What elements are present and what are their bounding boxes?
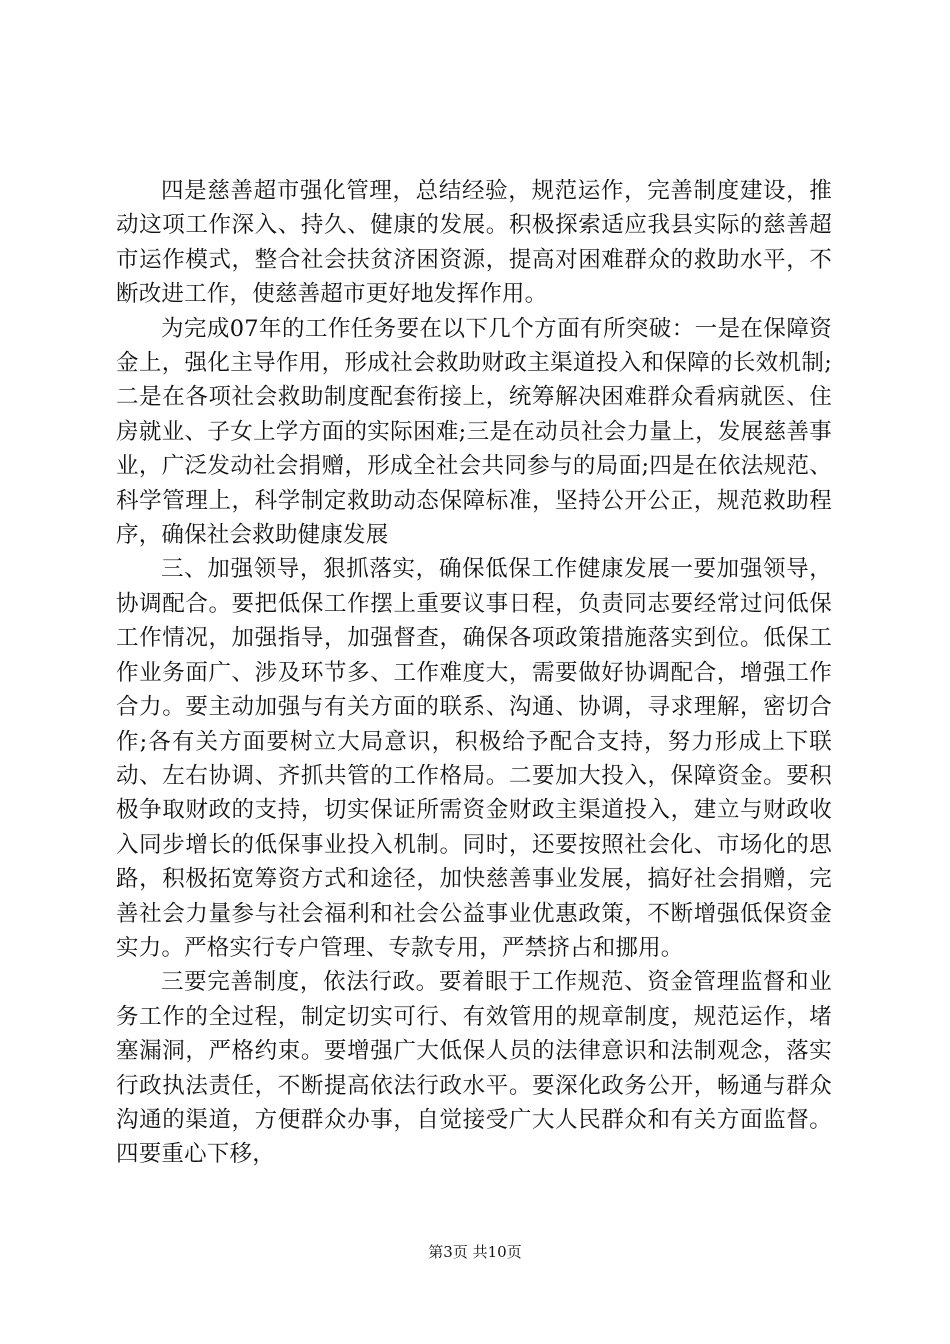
- document-body: [116, 174, 832, 1172]
- page-number-footer: 第3页 共10页: [428, 1243, 522, 1261]
- paragraph-3: 三、加强领导，狠抓落实，确保低保工作健康发展一要加强领导，协调配合。要把低保工作摆上重要议事日程，负责同志要经常过问低保工作情况，加强指导，加强督查，确保各项政策措施落实到位。低保工作业务面广、涉及环节多、工作难度大，需要做好协调配合，增强工作合力。要主动加强与有关方面的联系、沟通、协调，寻求理解，密切合作;各有关方面要树立大局意识，积极给予配合支持，努力形成上下联动、左右协调、齐抓共管的工作格局。二要加大投入，保障资金。要积极争取财政的支持，切实保证所需资金财政主渠道投入，建立与财政收入同步增长的低保事业投入机制。同时，还要按照社会化、市场化的思路，积极拓宽筹资方式和途径，加快慈善事业发展，搞好社会捐赠，完善社会力量参与社会福利和社会公益事业优惠政策，不断增强低保资金实力。严格实行专户管理、专款专用，严禁挤占和挪用。: [116, 556, 832, 961]
- paragraph-2: 为完成07年的工作任务要在以下几个方面有所突破：一是在保障资金上，强化主导作用，形成社会救助财政主渠道投入和保障的长效机制;二是在各项社会救助制度配套衔接上，统筹解决困难群众看病就医、住房就业、子女上学方面的实际困难;三是在动员社会力量上，发展慈善事业，广泛发动社会捐赠，形成全社会共同参与的局面;四是在依法规范、科学管理上，科学制定救助动态保障标准，坚持公开公正，规范救助程序，确保社会救助健康发展: [116, 315, 832, 549]
- paragraph-1: 四是慈善超市强化管理，总结经验，规范运作，完善制度建设，推动这项工作深入、持久、健康的发展。积极探索适应我县实际的慈善超市运作模式，整合社会扶贫济困资源，提高对困难群众的救助水平，不断改进工作，使慈善超市更好地发挥作用。: [116, 178, 832, 308]
- paragraph-4: 三要完善制度，依法行政。要着眼于工作规范、资金管理监督和业务工作的全过程，制定切实可行、有效管用的规章制度，规范运作，堵塞漏洞，严格约束。要增强广大低保人员的法律意识和法制观念，落实行政执法责任，不断提高依法行政水平。要深化政务公开，畅通与群众沟通的渠道，方便群众办事，自觉接受广大人民群众和有关方面监督。四要重心下移，: [116, 969, 832, 1168]
